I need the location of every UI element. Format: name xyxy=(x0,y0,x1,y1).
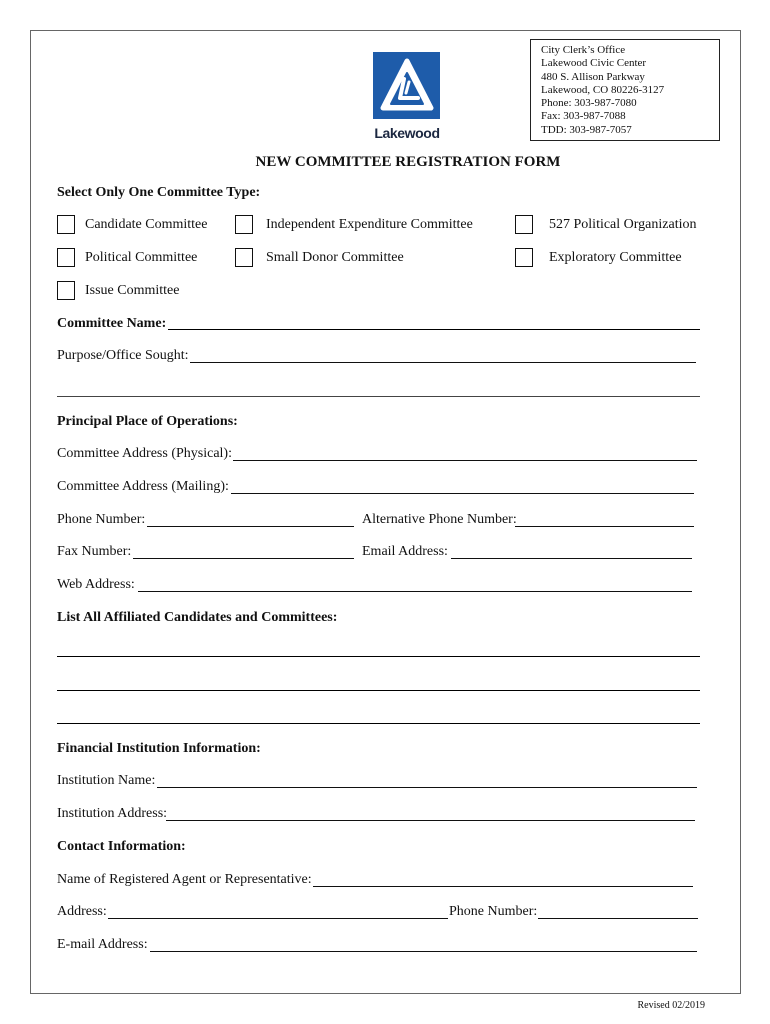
checkbox-label: Small Donor Committee xyxy=(266,250,404,265)
contact-phone-field[interactable] xyxy=(538,918,698,919)
physical-address-field[interactable] xyxy=(233,460,697,461)
checkbox-label: Exploratory Committee xyxy=(549,250,682,265)
affiliated-field-1[interactable] xyxy=(57,656,700,657)
checkbox-independent-expenditure-committee[interactable] xyxy=(235,215,253,234)
phone-number-field[interactable] xyxy=(147,526,354,527)
contact-address-label: Address: xyxy=(57,904,107,919)
institution-name-field[interactable] xyxy=(157,787,697,788)
affiliated-field-2[interactable] xyxy=(57,690,700,691)
fax-number-label: Fax Number: xyxy=(57,544,132,559)
contact-heading: Contact Information: xyxy=(57,839,186,854)
office-address-box xyxy=(530,39,720,141)
email-address-field[interactable] xyxy=(451,558,692,559)
operations-heading: Principal Place of Operations: xyxy=(57,414,238,429)
form-title: NEW COMMITTEE REGISTRATION FORM xyxy=(255,154,561,170)
contact-email-label: E-mail Address: xyxy=(57,937,148,952)
mailing-address-label: Committee Address (Mailing): xyxy=(57,479,229,494)
phone-number-label: Phone Number: xyxy=(57,512,146,527)
institution-address-label: Institution Address: xyxy=(57,806,168,821)
address-tdd: TDD: 303-987-7057 xyxy=(541,123,632,136)
address-line: Lakewood, CO 80226-3127 xyxy=(541,83,665,96)
checkbox-issue-committee[interactable] xyxy=(57,281,75,300)
committee-name-field[interactable] xyxy=(168,329,700,330)
checkbox-label: Political Committee xyxy=(85,250,198,265)
address-line: Lakewood Civic Center xyxy=(541,57,647,70)
address-line: City Clerk’s Office xyxy=(541,44,626,56)
committee-type-heading: Select Only One Committee Type: xyxy=(57,185,261,200)
alt-phone-field[interactable] xyxy=(515,526,694,527)
address-line: 480 S. Allison Parkway xyxy=(541,70,645,83)
web-address-field[interactable] xyxy=(138,591,692,592)
logo-wordmark: Lakewood xyxy=(374,125,440,141)
checkbox-527-political-organization[interactable] xyxy=(515,215,533,234)
address-fax: Fax: 303-987-7088 xyxy=(541,110,626,123)
checkbox-political-committee[interactable] xyxy=(57,248,75,267)
fax-number-field[interactable] xyxy=(133,558,354,559)
address-phone: Phone: 303-987-7080 xyxy=(541,97,637,110)
affiliated-heading: List All Affiliated Candidates and Committees: xyxy=(57,610,338,625)
checkbox-small-donor-committee[interactable] xyxy=(235,248,253,267)
lakewood-mountain-logo-icon xyxy=(373,52,441,120)
checkbox-label: Issue Committee xyxy=(85,283,180,298)
agent-name-field[interactable] xyxy=(313,886,693,887)
contact-email-field[interactable] xyxy=(150,951,697,952)
web-address-label: Web Address: xyxy=(57,577,135,592)
institution-name-label: Institution Name: xyxy=(57,773,156,788)
contact-address-field[interactable] xyxy=(108,918,448,919)
checkbox-label: Independent Expenditure Committee xyxy=(266,217,473,232)
purpose-field-continued[interactable] xyxy=(57,396,700,397)
agent-name-label: Name of Registered Agent or Representative: xyxy=(57,872,312,887)
institution-address-field[interactable] xyxy=(166,820,695,821)
purpose-label: Purpose/Office Sought: xyxy=(57,348,189,363)
affiliated-field-3[interactable] xyxy=(57,723,700,724)
committee-name-label: Committee Name: xyxy=(57,316,167,331)
revision-date: Revised 02/2019 xyxy=(637,1000,705,1011)
physical-address-label: Committee Address (Physical): xyxy=(57,446,232,461)
checkbox-label: 527 Political Organization xyxy=(549,217,697,232)
purpose-field[interactable] xyxy=(190,362,696,363)
alt-phone-label: Alternative Phone Number: xyxy=(362,512,517,527)
checkbox-exploratory-committee[interactable] xyxy=(515,248,533,267)
financial-heading: Financial Institution Information: xyxy=(57,741,261,756)
contact-phone-label: Phone Number: xyxy=(449,904,538,919)
email-address-label: Email Address: xyxy=(362,544,448,559)
mailing-address-field[interactable] xyxy=(231,493,694,494)
checkbox-label: Candidate Committee xyxy=(85,217,208,232)
checkbox-candidate-committee[interactable] xyxy=(57,215,75,234)
